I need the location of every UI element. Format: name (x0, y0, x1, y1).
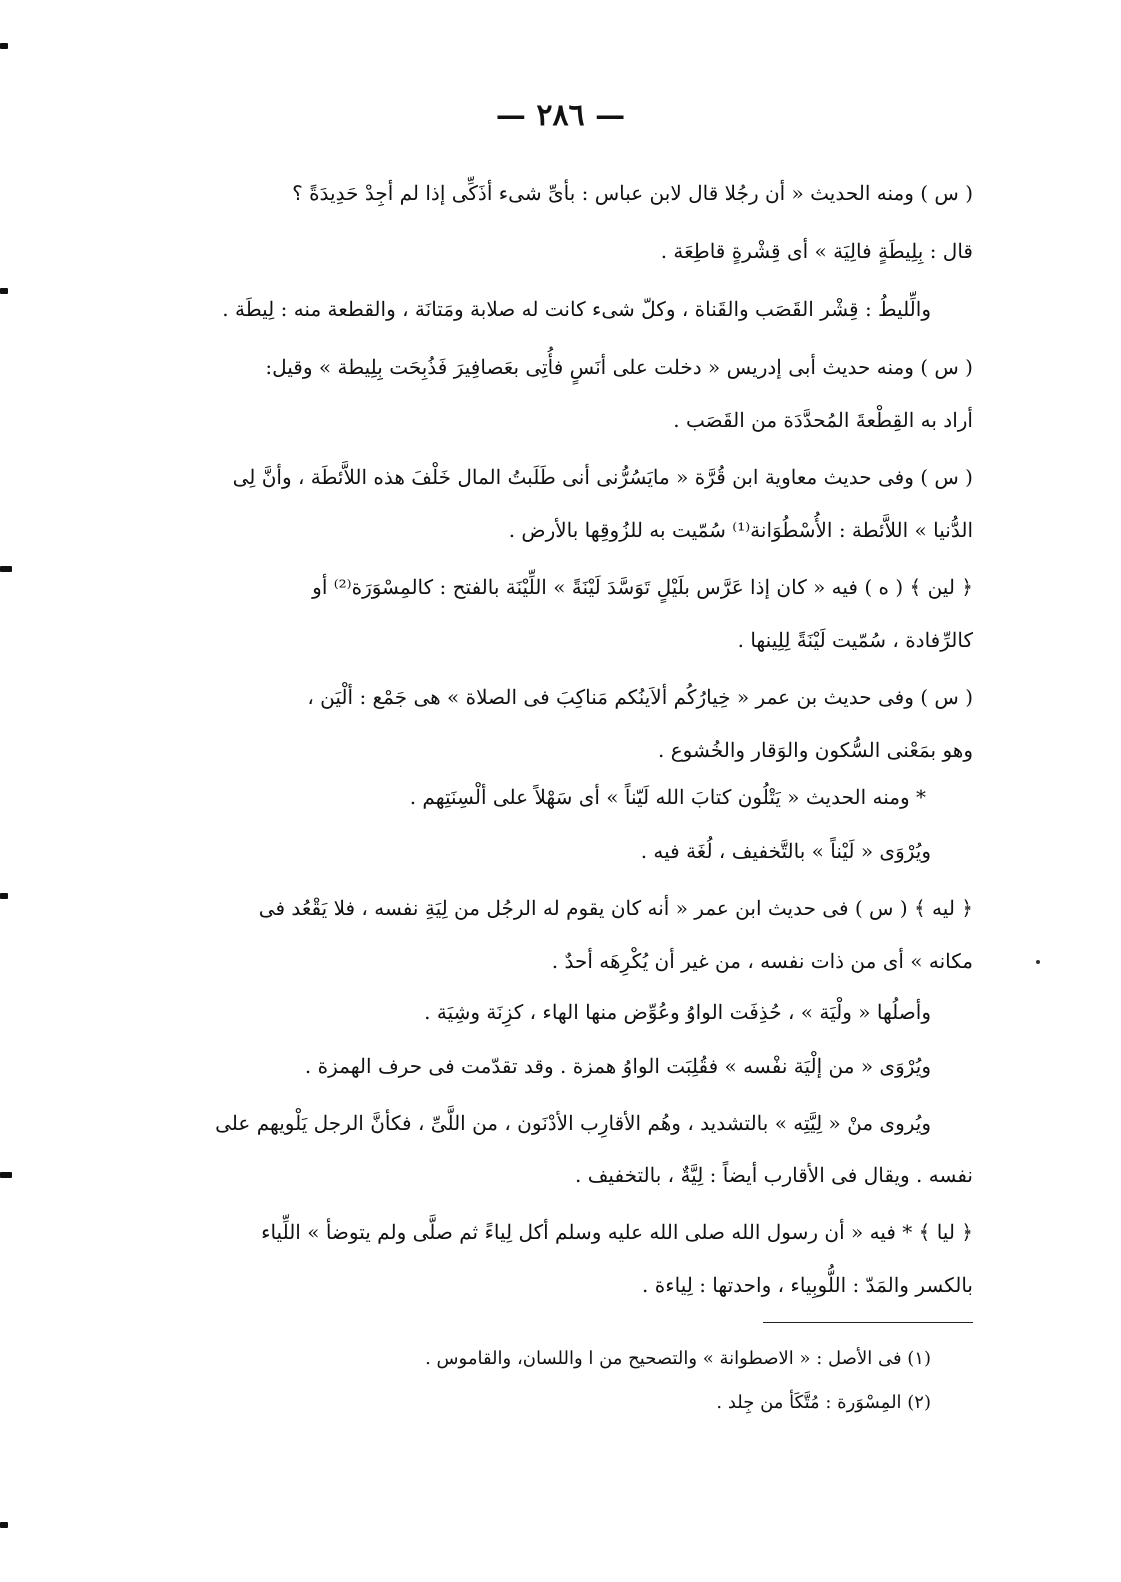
scan-edge-mark (0, 893, 8, 899)
footnote-separator (763, 1322, 973, 1323)
text-line-3: والِّليطُ : قِشْر القَصَب والقَناة ، وكلّ شىء كانت له صلابة ومَتانَة ، والقطعة منه : لِيطَة . (222, 297, 931, 321)
text-line-15: مكانه » أى من ذات نفسه ، من غير أن يُكْرِهَه أحدٌ . (551, 949, 973, 973)
text-line-8: ﴿ لين ﴾ ( ه ) فيه « كان إذا عَرَّس بلَيْلٍ تَوَسَّدَ لَيْنَةً » اللِّيْنَة بالفتح : كالمِسْوَرَة⁽²⁾ أو (312, 575, 973, 599)
text-line-13: ويُرْوَى « لَيْناً » بالتَّخفيف ، لُغَة فيه . (640, 839, 931, 863)
text-line-20: ﴿ ليا ﴾ * فيه « أن رسول الله صلى الله عليه وسلم أكل لِياءً ثم صلَّى ولم يتوضأ » اللِّياء (261, 1220, 973, 1244)
text-line-11: وهو بمَعْنى السُّكون والوَقار والخُشوع . (658, 738, 973, 762)
text-line-10: ( س ) وفى حديث بن عمر « خِيارُكُم ألاَينُكم مَناكِبَ فى الصلاة » هى جَمْع : ألْيَن ، (307, 685, 973, 709)
text-line-1: ( س ) ومنه الحديث « أن رجُلا قال لابن عباس : بأىِّ شىء أذَكِّى إذا لم أجِدْ حَدِيدَةً ؟ (292, 181, 973, 205)
text-line-2: قال : بِلِيطَةٍ فالِيَة » أى قِشْرةٍ قاطِعَة . (660, 239, 973, 263)
scan-edge-mark (0, 43, 8, 49)
text-line-16: وأصلُها « ولْيَة » ، حُذِفَت الواوُ وعُوِّض منها الهاء ، كزِنَة وشِيَة . (424, 1000, 931, 1024)
footnote-2: (٢) المِسْوَرة : مُتَّكَأ من جِلد . (716, 1392, 931, 1413)
text-line-19: نفسه . ويقال فى الأقارب أيضاً : لِيَّةٌ ، بالتخفيف . (575, 1163, 973, 1187)
text-line-14: ﴿ ليه ﴾ ( س ) فى حديث ابن عمر « أنه كان يقوم له الرجُل من لِيَةِ نفسه ، فلا يَقْعُد فى (258, 896, 973, 920)
text-line-4: ( س ) ومنه حديث أبى إدريس « دخلت على أنَسٍ فأُتِى بعَصافِيرَ فَذُبِحَت بِلِيطة » وقيل: (265, 355, 973, 379)
text-line-18: ويُروى منْ « لِيَّتِه » بالتشديد ، وهُم الأقارِب الأدْنَون ، من اللَّىِّ ، فكأنَّ الرجل يَلْويهم على (215, 1111, 931, 1135)
page-number: — ٢٨٦ — (495, 98, 626, 133)
text-line-7: الدُّنيا » اللاَّئطة : الأُسْطُوَانة⁽¹⁾ سُمّيت به للزُوقِها بالأرض . (508, 518, 973, 542)
text-line-12: * ومنه الحديث « يَتْلُون كتابَ الله لَيّناً » أى سَهْلاً على ألْسِنَتِهم . (409, 785, 926, 809)
scan-edge-mark (0, 1522, 8, 1528)
text-line-5: أراد به القِطْعةَ المُحدَّدَة من القَصَب . (673, 408, 973, 432)
text-line-21: بالكسر والمَدّ : اللُّوبِياء ، واحدتها : لِياءة . (642, 1273, 973, 1297)
footnote-1: (١) فى الأصل : « الاصطوانة » والتصحيح من ا واللسان، والقاموس . (425, 1348, 931, 1369)
scan-speck (1036, 960, 1040, 964)
scan-edge-mark (0, 566, 12, 572)
text-line-17: ويُرْوَى « من إلْيَة نفْسه » فقُلِبَت الواوُ همزة . وقد تقدّمت فى حرف الهمزة . (304, 1054, 931, 1078)
text-line-6: ( س ) وفى حديث معاوية ابن قُرَّة « مايَسُرُّنى أنى طَلَبتُ المال خَلْفَ هذه اللاَّئطَة ، وأنَّ لِى (232, 465, 973, 489)
scan-edge-mark (0, 288, 8, 294)
text-line-9: كالرِّفادة ، سُمّيت لَيْنَةً لِلِينها . (737, 628, 973, 652)
scan-edge-mark (0, 1172, 12, 1178)
